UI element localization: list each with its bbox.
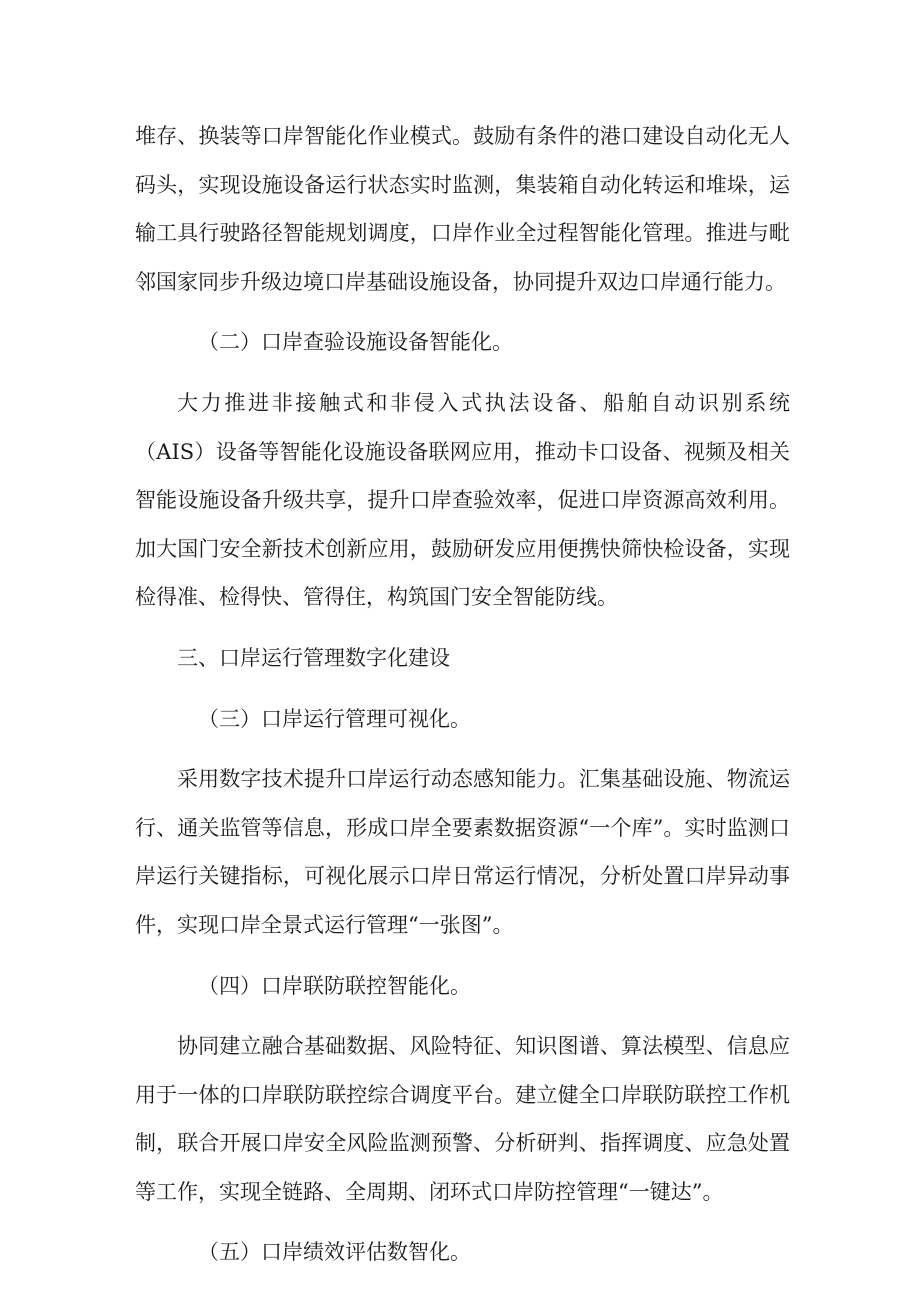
section-subheading-3: （三）口岸运行管理可视化。 (198, 706, 471, 731)
paragraph: 大力推进非接触式和非侵入式执法设备、船舶自动识别系统（AIS）设备等智能化设施设备联网应用，推动卡口设备、视频及相关智能设施设备升级共享，提升口岸查验效率，促进口岸资源高效利用。加大国门安全新技术创新应用，鼓励研发应用便携快筛快检设备，实现检得准、检得快、管得住，构筑国门安全智能防线。 (135, 390, 790, 610)
paragraph: 协同建立融合基础数据、风险特征、知识图谱、算法模型、信息应用于一体的口岸联防联控综合调度平台。建立健全口岸联防联控工作机制，联合开展口岸安全风险监测预警、分析研判、指挥调度、应急处置等工作，实现全链路、全周期、闭环式口岸防控管理“一键达”。 (135, 1034, 790, 1204)
section-subheading-4: （四）口岸联防联控智能化。 (198, 973, 471, 998)
section-subheading-2: （二）口岸查验设施设备智能化。 (198, 330, 513, 355)
paragraph-continued: 堆存、换装等口岸智能化作业模式。鼓励有条件的港口建设自动化无人码头，实现设施设备运行状态实时监测，集装箱自动化转运和堆垛，运输工具行驶路径智能规划调度，口岸作业全过程智能化管理。推进与毗邻国家同步升级边境口岸基础设施设备，协同提升双边口岸通行能力。 (135, 124, 790, 294)
paragraph: 采用数字技术提升口岸运行动态感知能力。汇集基础设施、物流运行、通关监管等信息，形成口岸全要素数据资源“一个库”。实时监测口岸运行关键指标，可视化展示口岸日常运行情况，分析处置口岸异动事件，实现口岸全景式运行管理“一张图”。 (135, 767, 790, 937)
section-subheading-5: （五）口岸绩效评估数智化。 (198, 1240, 471, 1265)
section-heading-3: 三、口岸运行管理数字化建设 (177, 645, 450, 670)
